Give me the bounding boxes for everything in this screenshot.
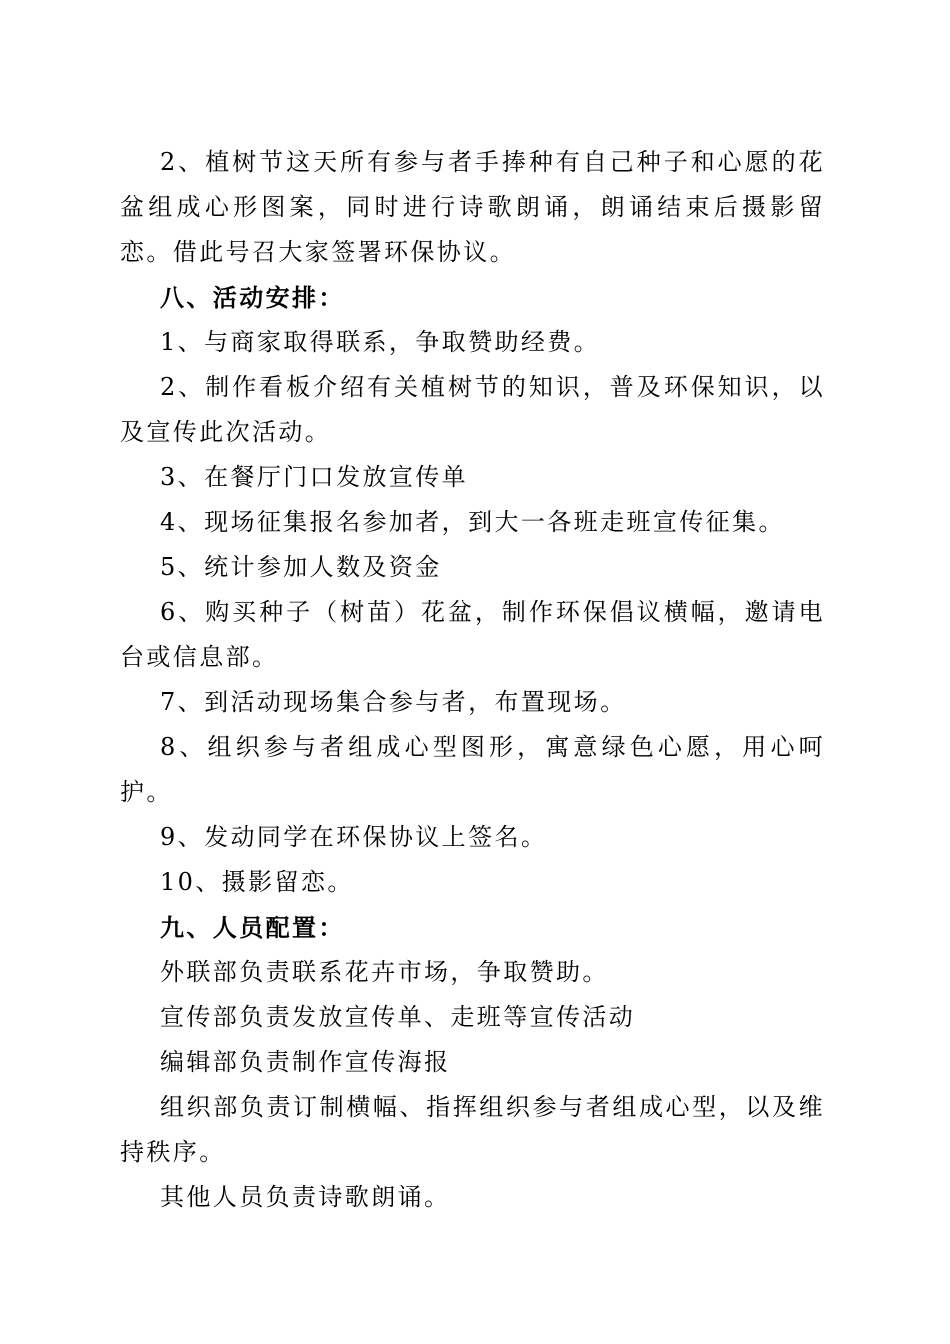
paragraph-schedule-7: 7、到活动现场集合参与者，布置现场。 bbox=[160, 688, 627, 716]
paragraph-schedule-5: 5、统计参加人数及资金 bbox=[160, 553, 442, 581]
paragraph-schedule-6: 6、购买种子（树苗）花盆，制作环保倡议横幅，邀请电台或信息部。 bbox=[120, 598, 825, 671]
paragraph-schedule-1: 1、与商家取得联系，争取赞助经费。 bbox=[160, 328, 601, 356]
section-heading-staffing: 九、人员配置： bbox=[160, 913, 345, 942]
paragraph-staff-others: 其他人员负责诗歌朗诵。 bbox=[160, 1183, 451, 1211]
paragraph-staff-organization: 组织部负责订制横幅、指挥组织参与者组成心型，以及维持秩序。 bbox=[120, 1093, 825, 1166]
paragraph-schedule-8: 8、组织参与者组成心型图形，寓意绿色心愿，用心呵护。 bbox=[120, 733, 825, 806]
paragraph-staff-publicity: 宣传部负责发放宣传单、走班等宣传活动 bbox=[160, 1003, 636, 1031]
paragraph-schedule-10: 10、摄影留恋。 bbox=[160, 868, 354, 896]
paragraph-schedule-2: 2、制作看板介绍有关植树节的知识，普及环保知识，以及宣传此次活动。 bbox=[120, 373, 825, 446]
document-page bbox=[120, 140, 825, 1220]
paragraph-staff-liaison: 外联部负责联系花卉市场，争取赞助。 bbox=[160, 958, 609, 986]
paragraph-staff-editorial: 编辑部负责制作宣传海报 bbox=[160, 1048, 451, 1076]
paragraph-item-2-ceremony: 2、植树节这天所有参与者手捧种有自己种子和心愿的花盆组成心形图案，同时进行诗歌朗诵，朗诵结束后摄影留恋。借此号召大家签署环保协议。 bbox=[120, 148, 825, 266]
paragraph-schedule-3: 3、在餐厅门口发放宣传单 bbox=[160, 463, 469, 491]
paragraph-schedule-4: 4、现场征集报名参加者，到大一各班走班宣传征集。 bbox=[160, 508, 785, 536]
section-heading-activity-schedule: 八、活动安排： bbox=[160, 283, 345, 312]
paragraph-schedule-9: 9、发动同学在环保协议上签名。 bbox=[160, 823, 548, 851]
